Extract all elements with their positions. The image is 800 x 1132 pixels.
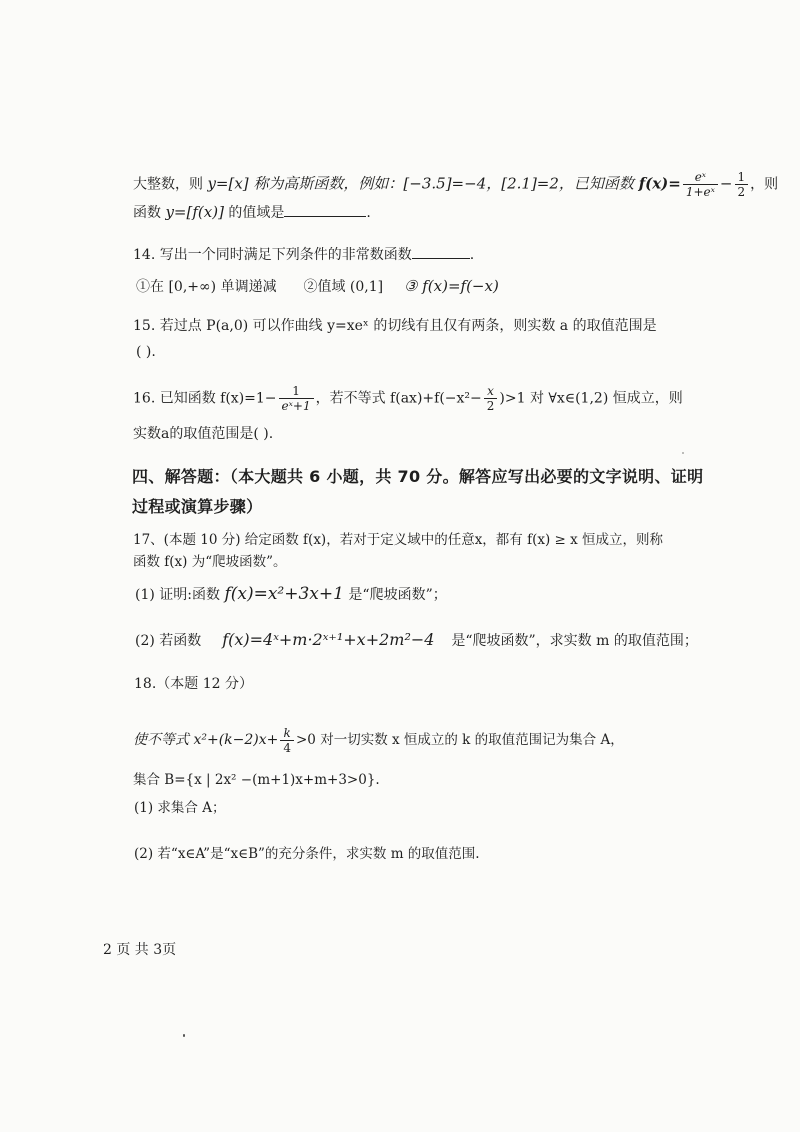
q17-part1: (1) 证明:函数 f(x)=x²+3x+1 是“爬坡函数”；: [135, 584, 447, 604]
q16-fraction: $\frac{1}{\text{eˣ+1}}$: [279, 384, 314, 413]
q15-line1: 15. 若过点 P(a,0) 可以作曲线 y=xeˣ 的切线有且仅有两条，则实数 a 的取值范围是: [133, 318, 657, 334]
q17-part2: (2) 若函数 f(x)=4ˣ+m·2ˣ⁺¹+x+2m²−4 是“爬坡函数”，求实数 m 的取值范围；: [135, 630, 698, 649]
q14-conditions: ①在 [0,+∞) 单调递减 ②值域 (0,1] ③ f(x)=f(−x): [136, 277, 499, 295]
scan-speck: [682, 452, 684, 454]
section-heading-cont: 过程或演算步骤）: [132, 497, 263, 516]
q17-line1: 17、(本题 10 分) 给定函数 f(x)，若对于定义域中的任意x，都有 f(x) ≥ x 恒成立，则称: [133, 532, 664, 548]
q13-fraction-half: $\frac{1}{2}$: [735, 170, 749, 199]
q18-title: 18.（本题 12 分）: [134, 676, 253, 692]
q13-line1: 大整数，则 y=[x] 称为高斯函数，例如：[−3.5]=−4，[2.1]=2，已知函数 f(x)= $\frac{\text{eˣ}}{\text{1+eˣ}}$ − $\frac{1}{2}$ ，则: [133, 170, 779, 199]
section-heading: 四、解答题：（本大题共 6 小题，共 70 分。解答应写出必要的文字说明、证明: [132, 467, 704, 486]
q13-fraction-ex: $\frac{\text{eˣ}}{\text{1+eˣ}}$: [683, 170, 718, 199]
scan-speck: [183, 1034, 185, 1037]
q18-line1: 使不等式 x²+(k−2)x+ $\frac{k}{4}$ >0 对一切实数 x 恒成立的 k 的取值范围记为集合 A，: [133, 726, 624, 755]
q18-fraction: $\frac{k}{4}$: [280, 726, 294, 755]
q17-line2: 函数 f(x) 为“爬坡函数”。: [133, 554, 287, 570]
q18-line2: 集合 B={x | 2x² −(m+1)x+m+3>0}.: [133, 772, 380, 788]
answer-blank: [284, 202, 366, 217]
q18-part1: (1) 求集合 A；: [134, 800, 226, 816]
page-footer: 2 页 共 3页: [103, 942, 177, 958]
q16-fraction-x-half: $\frac{x}{2}$: [484, 384, 498, 413]
q14-line1: 14. 写出一个同时满足下列条件的非常数函数 .: [133, 244, 474, 265]
answer-blank: [412, 244, 470, 259]
q18-part2: (2) 若“x∈A”是“x∈B”的充分条件，求实数 m 的取值范围.: [134, 846, 480, 862]
q13-line2: 函数 y=[f(x)] 的值域是 .: [133, 203, 371, 221]
q15-line2: ( ).: [136, 344, 156, 360]
q16-line1: 16. 已知函数 f(x)=1− $\frac{1}{\text{eˣ+1}}$ ，若不等式 f(ax)+f(−x²− $\frac{x}{2}$ )>1 对 ∀x∈(1,2) 恒成立，则: [133, 384, 683, 413]
q16-line2: 实数a的取值范围是( ).: [133, 426, 274, 442]
